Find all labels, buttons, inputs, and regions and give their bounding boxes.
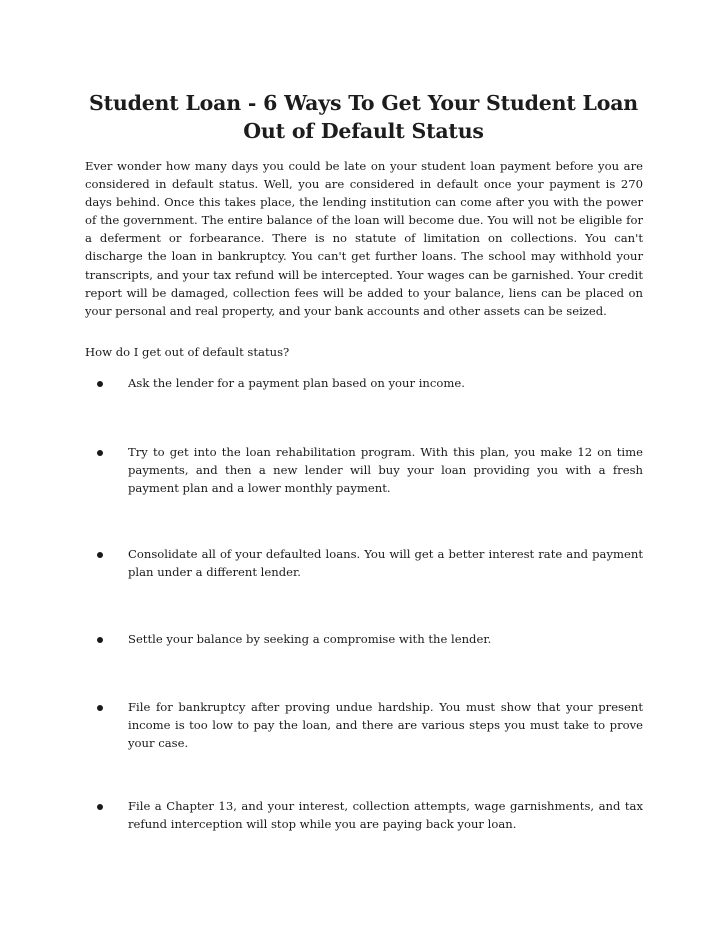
question-heading: How do I get out of default status? [85, 345, 290, 359]
bullet-icon [97, 804, 103, 810]
bullet-icon [97, 450, 103, 456]
list-item: Try to get into the loan rehabilitation program. With this plan, you make 12 on time payments, and then a new lender will buy your loan providing you with a fresh payment plan and a lower monthly payment. [128, 445, 643, 496]
page-title: Student Loan - 6 Ways To Get Your Student Loan Out of Default Status [88, 91, 638, 143]
list-item: Ask the lender for a payment plan based on your income. [128, 376, 465, 390]
bullet-icon [97, 637, 103, 643]
intro-paragraph: Ever wonder how many days you could be late on your student loan payment before you are considered in default status. Well, you are considered in default once your payment is 270 days behind. Once this takes place, the lending institution can come after you with the power of the government. The entire balance of the loan will become due. You will not be eligible for a deferment or forbearance. There is no statute of limitation on collections. You can't discharge the loan in bankruptcy. You can't get further loans. The school may withhold your transcripts, and your tax refund will be intercepted. Your wages can be garnished. Your credit report will be damaged, collection fees will be added to your balance, liens can be placed on your personal and real property, and your bank accounts and other assets can be seized. [85, 159, 643, 318]
list-item: Consolidate all of your defaulted loans. You will get a better interest rate and payment plan under a different lender. [128, 547, 643, 580]
list-item: File a Chapter 13, and your interest, collection attempts, wage garnishments, and tax refund interception will stop while you are paying back your loan. [128, 799, 643, 832]
bullet-icon [97, 705, 103, 711]
bullet-icon [97, 552, 103, 558]
list-item: File for bankruptcy after proving undue hardship. You must show that your present income is too low to pay the loan, and there are various steps you must take to prove your case. [128, 700, 643, 751]
list-item: Settle your balance by seeking a compromise with the lender. [128, 632, 492, 646]
bullet-icon [97, 381, 103, 387]
